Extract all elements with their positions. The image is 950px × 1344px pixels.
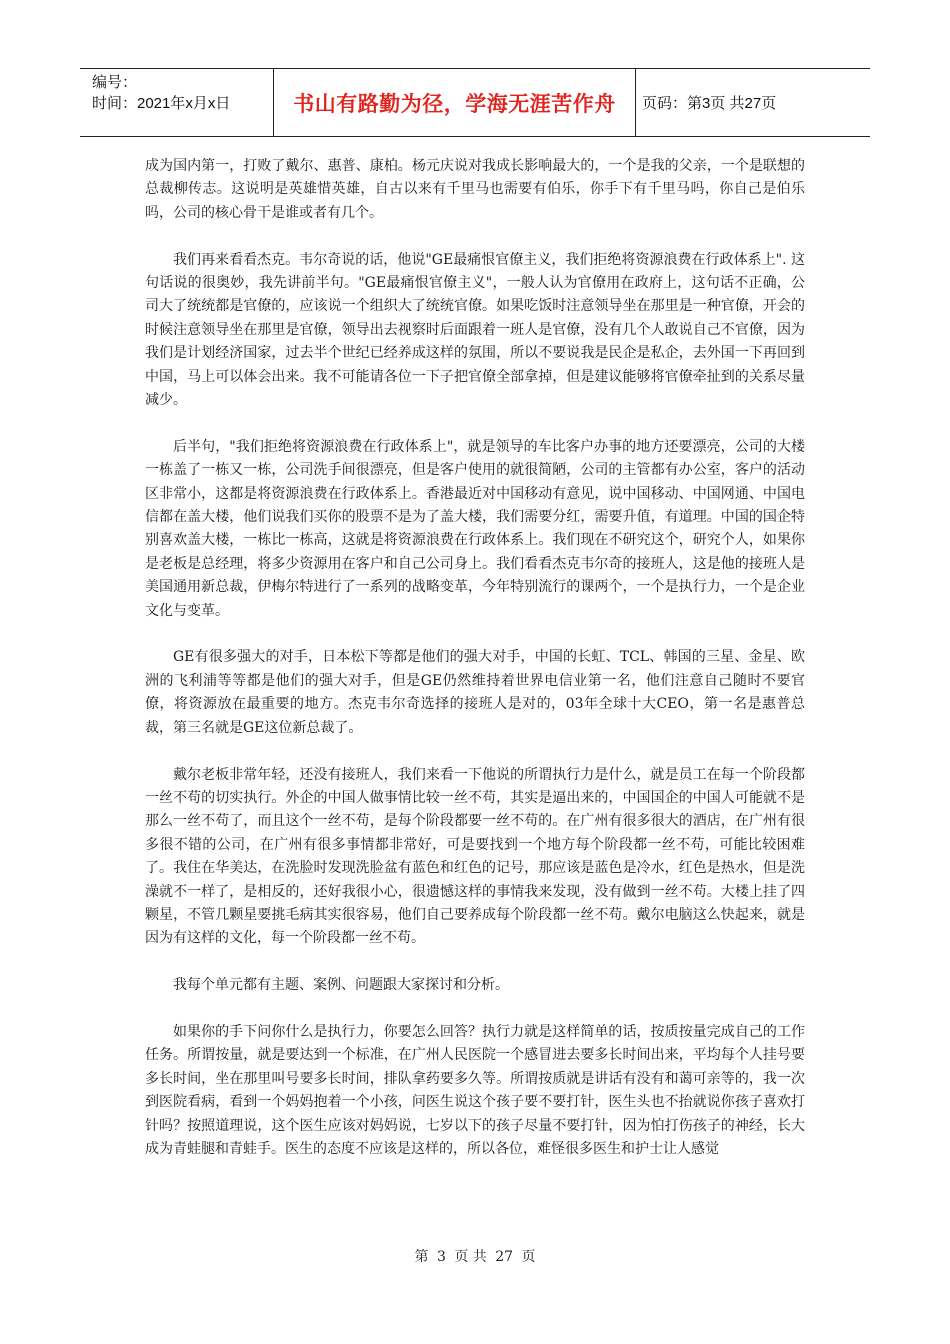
footer-prefix: 第 bbox=[414, 1249, 429, 1265]
paragraph: 如果你的手下问你什么是执行力，你要怎么回答？执行力就是这样简单的话，按质按量完成自己的工作任务。所谓按量，就是要达到一个标准，在广州人民医院一个感冒进去要多长时间出来，平均每个人挂号要多长时间，坐在那里叫号要多长时间，排队拿药要多久等。所谓按质就是讲话有没有和蔼可亲等的，我一次到医院看病，看到一个妈妈抱着一个小孩，问医生说这个孩子要不要打针，医生头也不抬就说你孩子喜欢打针吗？按照道理说，这个医生应该对妈妈说，七岁以下的孩子尽量不要打针，因为怕打伤孩子的神经，长大成为青蛙腿和青蛙手。医生的态度不应该是这样的，所以各位，难怪很多医生和护士让人感觉 bbox=[145, 1023, 805, 1157]
header-page-info-cell bbox=[636, 69, 870, 136]
page-header bbox=[80, 68, 870, 137]
footer-mid: 页 共 bbox=[454, 1249, 487, 1265]
document-number-label: 编号： bbox=[92, 74, 138, 91]
paragraph: GE有很多强大的对手，日本松下等都是他们的强大对手，中国的长虹、TCL、韩国的三星、金星、欧洲的飞利浦等等都是他们的强大对手，但是GE仍然维持着世界电信业第一名，他们注意自己随时不要官僚，将资源放在最重要的地方。杰克韦尔奇选择的接班人是对的，03年全球十大CEO，第一名是惠普总裁，第三名就是GE这位新总裁了。 bbox=[145, 649, 805, 736]
paragraph: 我们再来看看杰克。韦尔奇说的话，他说"GE最痛恨官僚主义，我们拒绝将资源浪费在行政体系上". 这句话说的很奥妙，我先讲前半句。"GE最痛恨官僚主义"，一般人认为官僚用在政府上，这句话不正确，公司大了统统都是官僚的，应该说一个组织大了统统官僚。如果吃饭时注意领导坐在那里是一种官僚，开会的时候注意领导坐在那里是官僚，领导出去视察时后面跟着一班人是官僚，没有几个人敢说自己不官僚，因为我们是计划经济国家，过去半个世纪已经养成这样的氛围，所以不要说我是民企是私企，去外国一下再回到中国，马上可以体会出来。我不可能请各位一下子把官僚全部拿掉，但是建议能够将官僚牵扯到的关系尽量减少。 bbox=[145, 251, 805, 409]
paragraph: 戴尔老板非常年轻，还没有接班人，我们来看一下他说的所谓执行力是什么，就是员工在每一个阶段都一丝不苟的切实执行。外企的中国人做事情比较一丝不苟，其实是逼出来的，中国国企的中国人可能就不是那么一丝不苟了，而且这个一丝不苟，是每个阶段都要一丝不苟的。在广州有很多很大的酒店，在广州有很多很不错的公司，在广州有很多事情都非常好，可是要找到一个地方每个阶段都一丝不苟，可能比较困难了。我住在华美达，在洗脸时发现洗脸盆有蓝色和红色的记号，那应该是蓝色是冷水，红色是热水，但是洗澡就不一样了，是相反的，还好我很小心，很遗憾这样的事情我来发现，没有做到一丝不苟。大楼上挂了四颗星，不管几颗星要挑毛病其实很容易，他们自己要养成每个阶段都一丝不苟。戴尔电脑这么快起来，就是因为有这样的文化，每一个阶段都一丝不苟。 bbox=[145, 766, 805, 947]
header-motto: 书山有路勤为径，学海无涯苦作舟 bbox=[293, 91, 616, 116]
paragraph: 后半句，"我们拒绝将资源浪费在行政体系上"，就是领导的车比客户办事的地方还要漂亮，公司的大楼一栋盖了一栋又一栋，公司洗手间很漂亮，但是客户使用的就很简陋，公司的主管都有办公室，客户的活动区非常小，这都是将资源浪费在行政体系上。香港最近对中国移动有意见，说中国移动、中国网通、中国电信都在盖大楼，他们说我们买你的股票不是为了盖大楼，我们需要分红，需要升值，有道理。中国的国企特别喜欢盖大楼，一栋比一栋高，这就是将资源浪费在行政体系上。我们现在不研究这个，研究个人，如果你是老板是总经理，将多少资源用在客户和自己公司身上。我们看看杰克韦尔奇的接班人，这是他的接班人是美国通用新总裁，伊梅尔特进行了一系列的战略变革，今年特别流行的课两个，一个是执行力，一个是企业文化与变革。 bbox=[145, 438, 805, 619]
paragraph: 我每个单元都有主题、案例、问题跟大家探讨和分析。 bbox=[173, 977, 509, 994]
document-body bbox=[145, 155, 805, 1161]
page-footer bbox=[0, 1246, 950, 1266]
footer-total-pages: 27 bbox=[495, 1249, 514, 1265]
header-meta bbox=[80, 69, 274, 136]
footer-suffix: 页 bbox=[521, 1249, 536, 1265]
footer-page-number: 3 bbox=[436, 1249, 446, 1265]
header-motto-cell bbox=[274, 69, 636, 136]
header-page-info: 页码：第3页 共27页 bbox=[642, 95, 777, 112]
paragraph: 成为国内第一，打败了戴尔、惠普、康柏。杨元庆说对我成长影响最大的，一个是我的父亲，一个是联想的总裁柳传志。这说明是英雄惜英雄，自古以来有千里马也需要有伯乐，你手下有千里马吗，你自己是伯乐吗，公司的核心骨干是谁或者有几个。 bbox=[145, 158, 805, 221]
document-time-label: 时间：2021年x月x日 bbox=[92, 95, 231, 112]
